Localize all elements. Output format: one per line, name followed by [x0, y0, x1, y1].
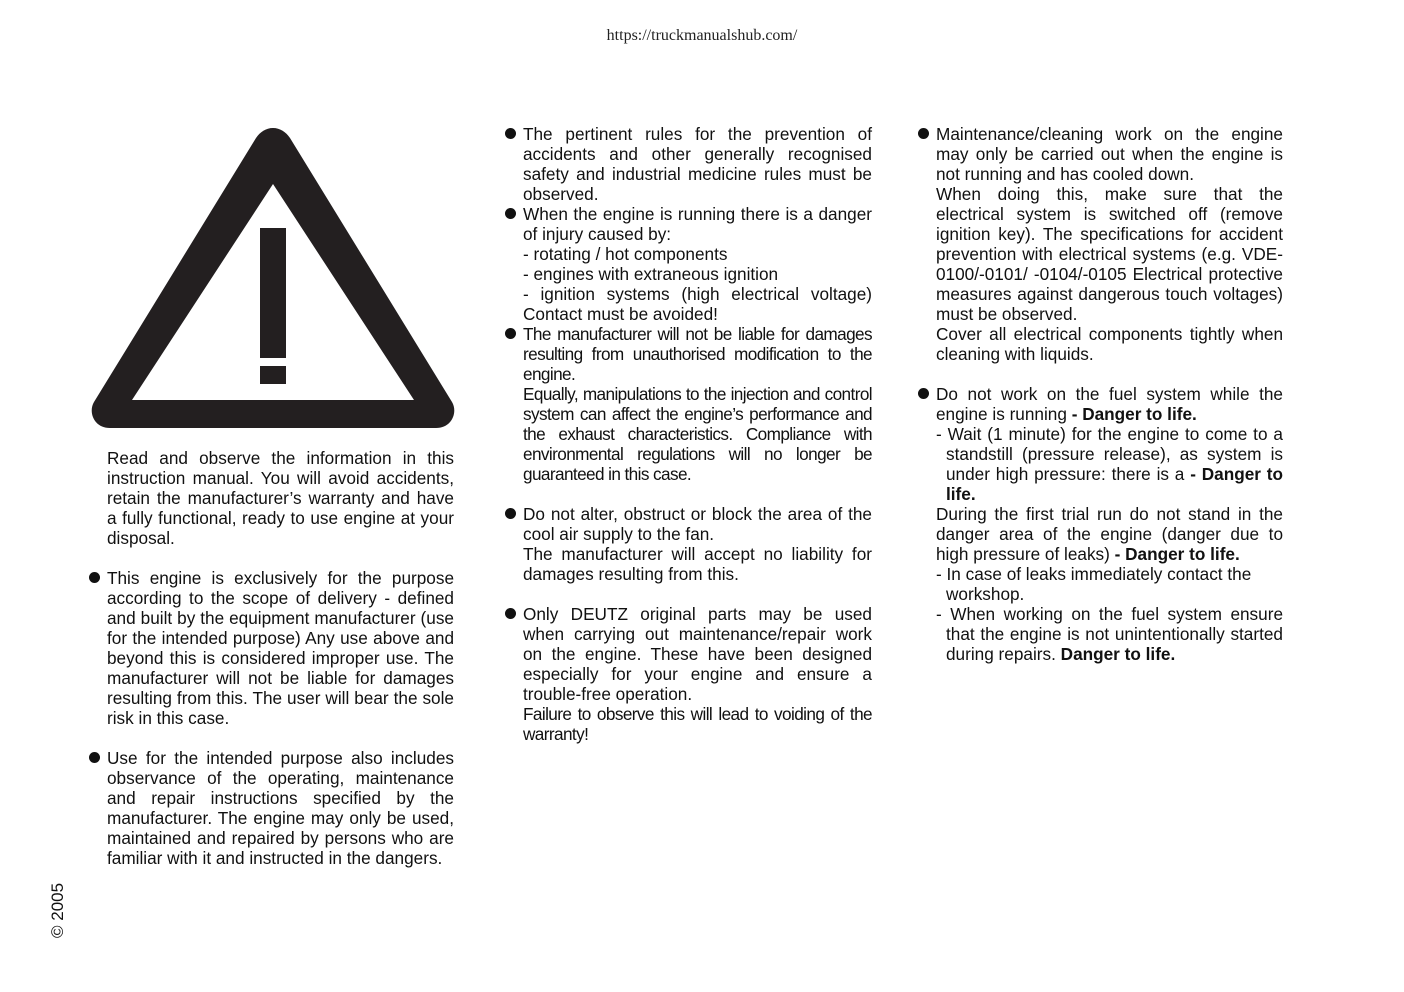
- trial-run-body: During the first trial run do not stand in the danger area of the engine (danger due to high pressure of leaks): [936, 504, 1283, 564]
- dash-item: [936, 604, 1283, 664]
- exclamation-bar: [260, 228, 286, 358]
- bullet-accident-rules: [505, 124, 872, 204]
- dash-item: [936, 424, 1283, 504]
- bullet-text: The manufacturer will not be liable for damages resulting from unauthorised modification to the engine.: [523, 324, 872, 384]
- exclamation-dot: [260, 366, 286, 384]
- bullet-text: Equally, manipulations to the injection and control system can affect the engine’s performance and the exhaust characteristics. Compliance with environmental regulations will no longer be guaranteed in this case.: [523, 384, 872, 484]
- column-left: [89, 448, 454, 868]
- bullet-original-parts: [505, 604, 872, 744]
- bullet-text: Use for the intended purpose also includes observance of the operating, maintenance and repair instructions specified by the manufacturer. The engine may only be used, maintained and repaired by persons who are familiar with it and instructed in the dangers.: [107, 748, 454, 868]
- bullet-text: The pertinent rules for the prevention of accidents and other generally recognised safety and industrial medicine rules must be observed.: [523, 124, 872, 204]
- dash-item: - rotating / hot components: [523, 244, 728, 264]
- bullet-text: The manufacturer will accept no liability for damages resulting from this.: [523, 544, 872, 584]
- intro-paragraph: Read and observe the information in this instruction manual. You will avoid accidents, retain the manufacturer’s warranty and have a fully functional, ready to use engine at your disposal.: [107, 448, 454, 548]
- dash-item: - engines with extraneous ignition: [523, 264, 779, 284]
- bullet-text: Failure to observe this will lead to voiding of the warranty!: [523, 704, 872, 744]
- dash-text: - Wait (1 minute) for the engine to come to a standstill (pressure release), as system is under high pressure: there is a: [936, 424, 1283, 484]
- bullet-fuel-system: [918, 384, 1283, 664]
- bullet-text: This engine is exclusively for the purpose according to the scope of delivery - defined and built by the equipment manufacturer (use for the intended purpose) Any use above and beyond this is considered improper use. The manufacturer will not be liable for damages resulting from this. The user will bear the sole risk in this case.: [107, 568, 454, 728]
- bullet-text: Only DEUTZ original parts may be used when carrying out maintenance/repair work on the engine. These have been designed especially for your engine and ensure a trouble-free operation.: [523, 604, 872, 704]
- danger-label: - Danger to life.: [1109, 544, 1240, 564]
- fuel-system-text: Do not work on the fuel system while the engine is running: [936, 384, 1283, 424]
- trial-run-text: [936, 504, 1283, 564]
- column-right: [918, 124, 1283, 664]
- dash-item: - In case of leaks immediately contact the workshop.: [936, 564, 1252, 604]
- dash-text: - When working on the fuel system ensure that the engine is not unintentionally started during repairs.: [936, 604, 1283, 664]
- bullet-text: Do not alter, obstruct or block the area of the cool air supply to the fan.: [523, 504, 872, 544]
- bullet-text: [936, 384, 1283, 424]
- warning-triangle-icon: [88, 124, 458, 432]
- column-middle: [505, 124, 872, 744]
- bullet-cool-air: [505, 504, 872, 584]
- danger-label: - Danger to life.: [946, 464, 1283, 504]
- danger-label: Danger to life.: [1055, 644, 1176, 664]
- bullet-text: When the engine is running there is a danger of injury caused by:: [523, 204, 872, 244]
- bullet-operating-instructions: [89, 748, 454, 868]
- source-url: https://truckmanualshub.com/: [606, 27, 798, 44]
- dash-item: - ignition systems (high electrical voltage) Contact must be avoided!: [523, 284, 872, 324]
- danger-label: - Danger to life.: [1066, 404, 1197, 424]
- bullet-text: When doing this, make sure that the electrical system is switched off (remove ignition key). The specifications for accident prevention with electrical systems (e.g. VDE-0100/-0101/ -0104/-0105 Electrical protective measures against dangerous touch voltages) must be observed.: [936, 184, 1283, 324]
- bullet-injury-danger: [505, 204, 872, 324]
- bullet-text: Maintenance/cleaning work on the engine may only be carried out when the engine is not running and has cooled down.: [936, 124, 1283, 184]
- bullet-text: Cover all electrical components tightly when cleaning with liquids.: [936, 324, 1283, 364]
- bullet-maintenance-cleaning: [918, 124, 1283, 364]
- bullet-intended-purpose: [89, 568, 454, 728]
- bullet-modification: [505, 324, 872, 484]
- copyright-text: © 2005: [48, 882, 67, 938]
